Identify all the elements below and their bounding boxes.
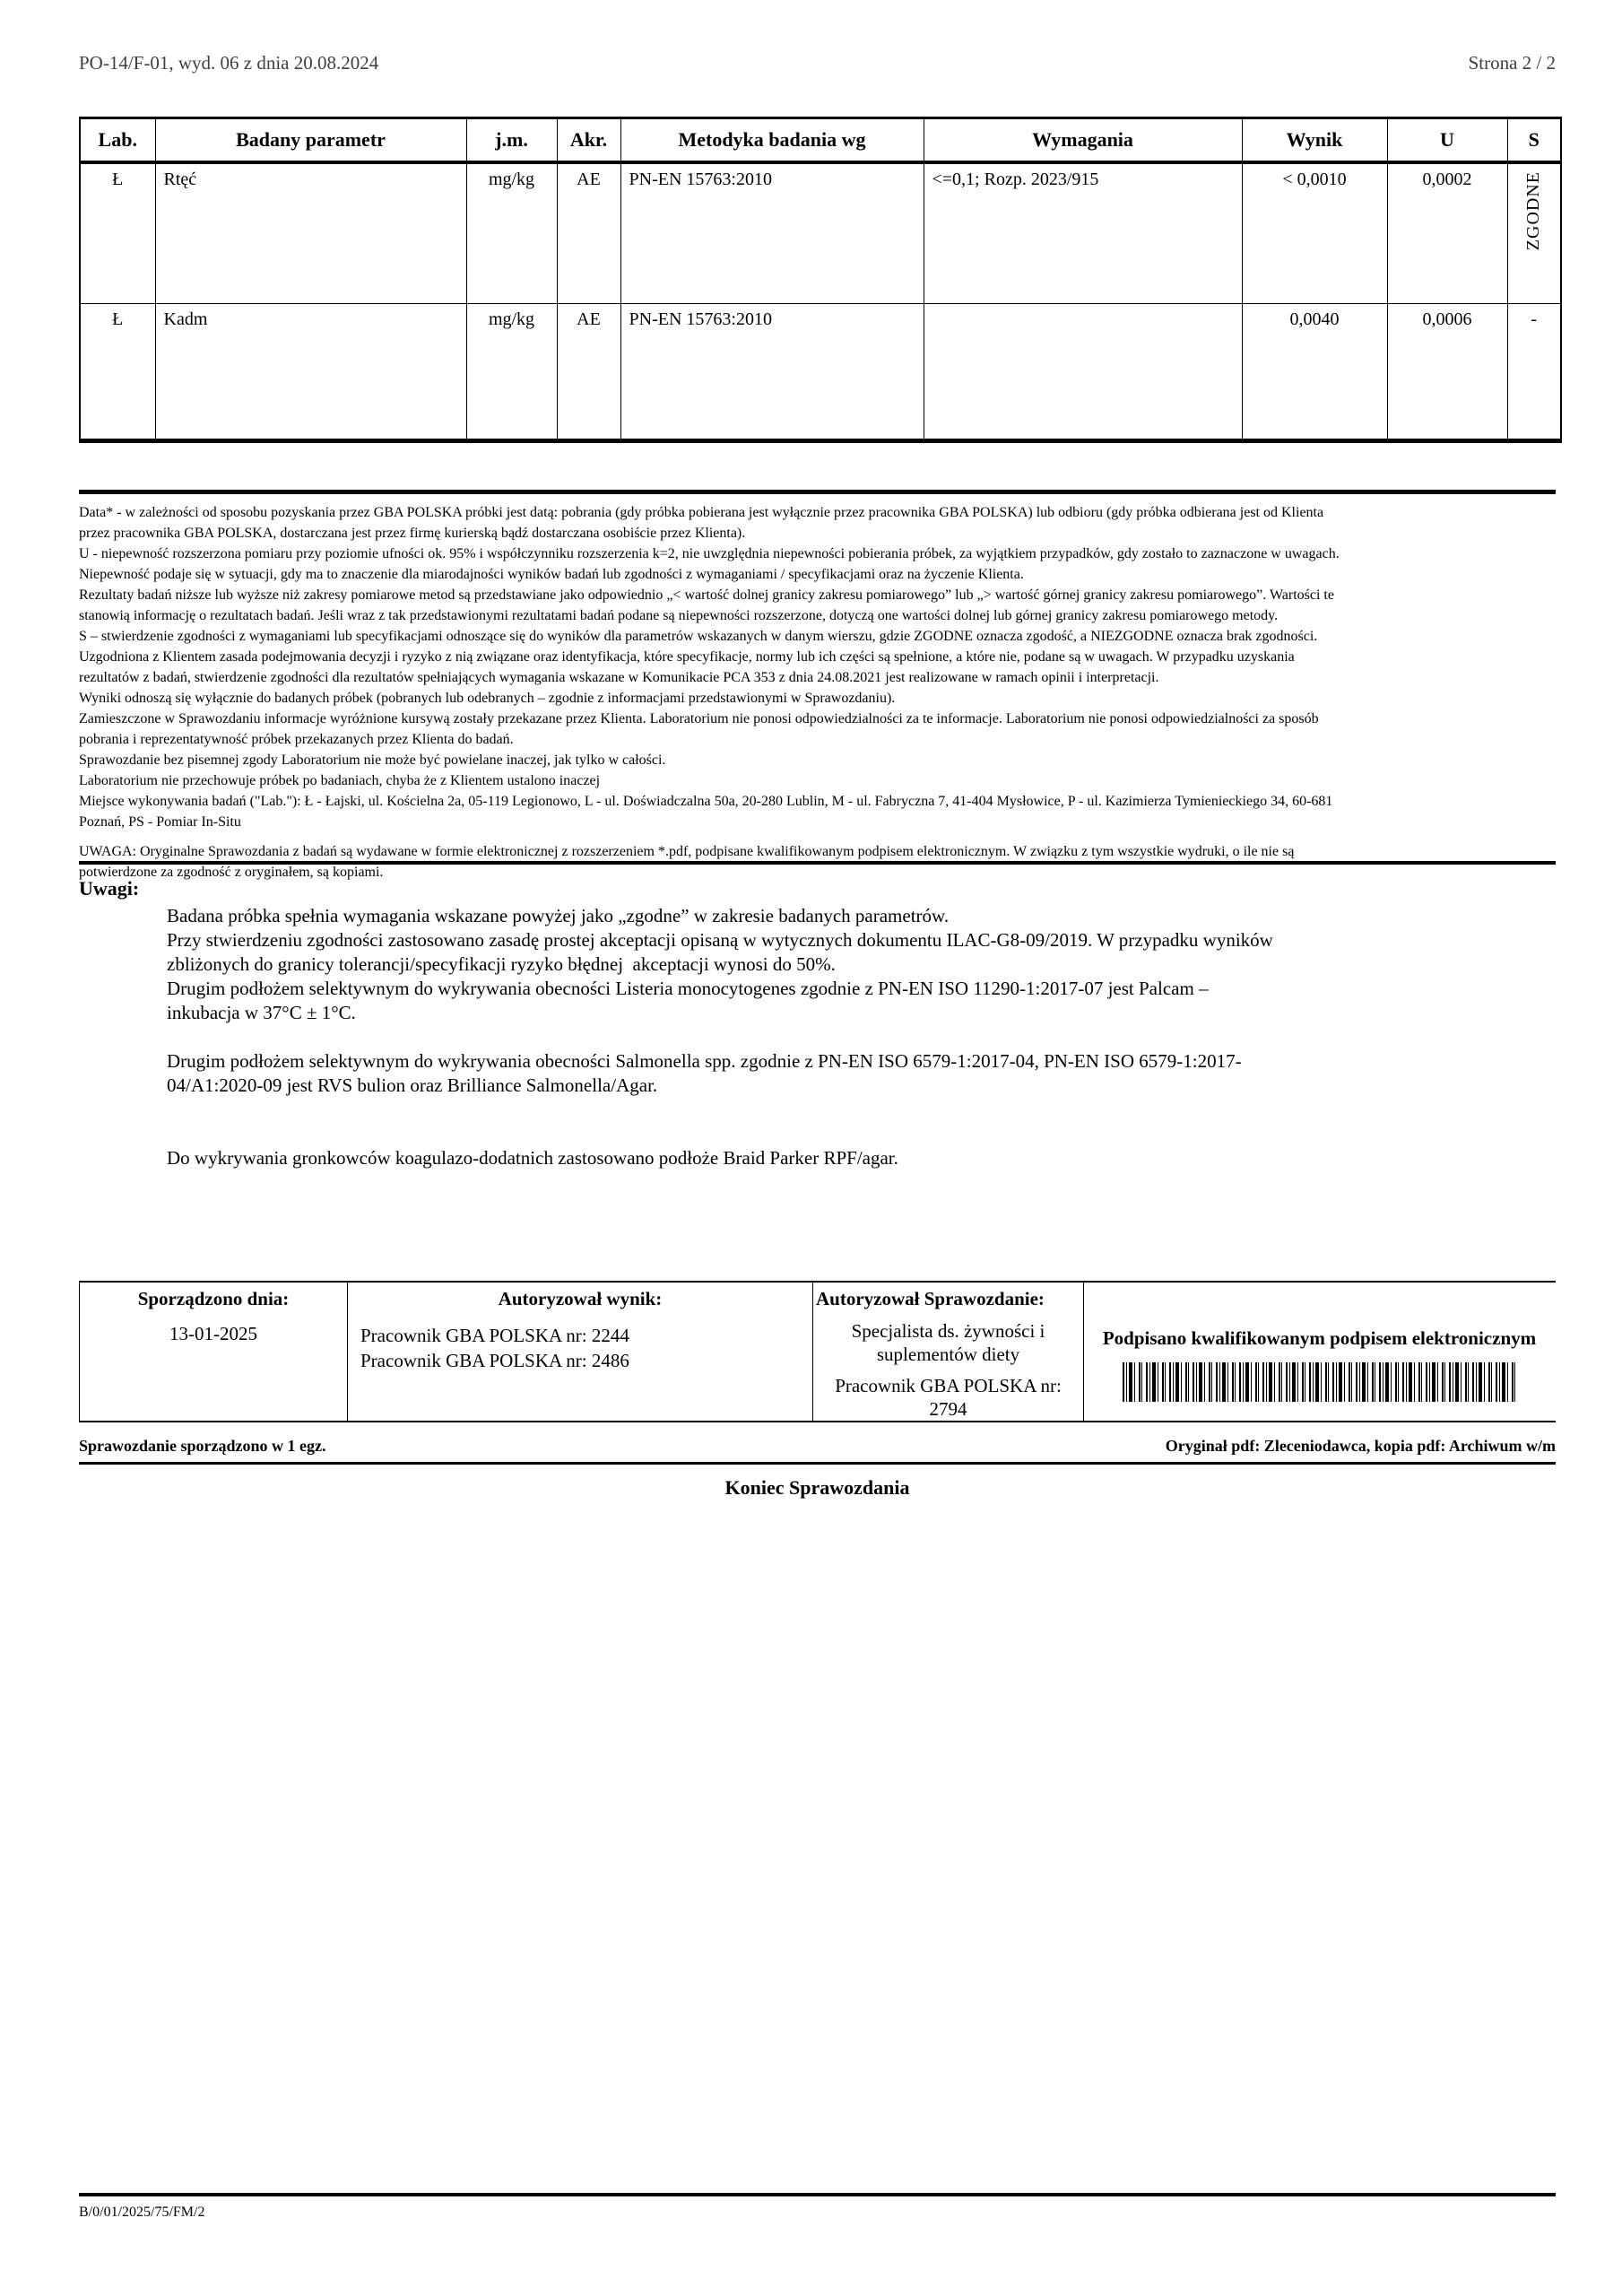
cell-parametr: Kadm (155, 304, 466, 441)
column-header-akr: Akr. (557, 118, 620, 163)
authorized-report-cell (813, 1283, 1084, 1421)
cell-akr: AE (557, 162, 620, 304)
authorized-result-worker-1: Pracownik GBA POLSKA nr: 2244 (360, 1325, 629, 1346)
remark-line: Przy stwierdzeniu zgodności zastosowano zasadę prostej akceptacji opisaną w wytycznych dokumentu ILAC-G8-09/2019. W przypadku wyników (167, 929, 1273, 951)
results-table (79, 117, 1562, 443)
cell-wynik: < 0,0010 (1242, 162, 1387, 304)
remark-line (167, 1098, 1556, 1122)
authorized-report-header: Autoryzował Sprawozdanie: (816, 1288, 1045, 1309)
results-header-row (80, 118, 1561, 163)
remark-line (167, 1122, 1556, 1146)
legal-note-line: Miejsce wykonywania badań ("Lab."): Ł - Łajski, ul. Kościelna 2a, 05-119 Legionowo, L - ul. Doświadczalna 50a, 20-280 Lublin, M - ul. Fabryczna 7, 41-404 Mysłowice, P - ul. Kazimierza Tymienieckiego 34, 60-681 (79, 794, 1333, 809)
legal-note-line: Zamieszczone w Sprawozdaniu informacje wyróżnione kursywą zostały przekazane przez Klienta. Laboratorium nie ponosi odpowiedzialności za te informacje. Laboratorium nie ponosi odpowiedzialności za sposób (79, 711, 1319, 726)
authorized-result-cell (348, 1283, 813, 1421)
cell-metodyka: PN-EN 15763:2010 (620, 304, 924, 441)
column-header-parametr: Badany parametr (155, 118, 466, 163)
spacer (79, 832, 1567, 841)
remark-line: Drugim podłożem selektywnym do wykrywania obecności Listeria monocytogenes zgodnie z PN-EN ISO 11290-1:2017-07 jest Palcam – (167, 978, 1209, 999)
legal-note-line: rezultatów z badań, stwierdzenie zgodności dla rezultatów spełniających wymagania wskazane w Komunikacie PCA 353 z dnia 24.08.2021 jest realizowane w ramach opinii i interpretacji. (79, 670, 1159, 685)
remark-line: Drugim podłożem selektywnym do wykrywania obecności Salmonella spp. zgodnie z PN-EN ISO 6579-1:2017-04, PN-EN ISO 6579-1:2017- (167, 1050, 1242, 1072)
column-header-metodyka: Metodyka badania wg (620, 118, 924, 163)
cell-u: 0,0006 (1387, 304, 1507, 441)
column-header-s: S (1507, 118, 1561, 163)
legal-note-line: Wyniki odnoszą się wyłącznie do badanych próbek (pobranych lub odebranych – zgodnie z informacjami przedstawionymi w Sprawozdaniu). (79, 691, 896, 706)
remark-line: zbliżonych do granicy tolerancji/specyfikacji ryzyko błędnej akceptacji wynosi do 50%. (167, 953, 836, 975)
cell-s: - (1507, 304, 1561, 441)
legal-note-line: Data* - w zależności od sposobu pozyskania przez GBA POLSKA próbki jest datą: pobrania (gdy próbka pobierana jest wyłącznie przez pracownika GBA POLSKA) lub odbioru (gdy próbka odbierana jest od Klienta (79, 505, 1324, 520)
column-header-u: U (1387, 118, 1507, 163)
legal-notes (79, 502, 1567, 883)
column-header-lab: Lab. (80, 118, 155, 163)
cell-akr: AE (557, 304, 620, 441)
cell-lab: Ł (80, 162, 155, 304)
legal-note-line: Rezultaty badań niższe lub wyższe niż zakresy pomiarowe metod są przedstawiane jako odpowiednio „< wartość dolnej granicy zakresu pomiarowego” lub „> wartość górnej granicy zakresu pomiarowego”. Wartości te (79, 587, 1334, 603)
authorized-result-header: Autoryzował wynik: (498, 1288, 663, 1309)
legal-note-line: Niepewność podaje się w sytuacji, gdy ma to znaczenie dla miarodajności wyników badań lub zgodności z wymaganiami / specyfikacjami oraz na życzenie Klienta. (79, 567, 1024, 582)
remark-line: Do wykrywania gronkowców koagulazo-dodatnich zastosowano podłoże Braid Parker RPF/agar. (167, 1147, 898, 1169)
cell-wymagania: <=0,1; Rozp. 2023/915 (924, 162, 1242, 304)
compliance-badge: ZGODNE (1523, 171, 1544, 251)
authorized-report-role-1: Specjalista ds. żywności i (851, 1320, 1045, 1342)
column-header-jm: j.m. (466, 118, 557, 163)
remark-line: 04/A1:2020-09 jest RVS bulion oraz Brilliance Salmonella/Agar. (167, 1074, 658, 1096)
prepared-on-date: 13-01-2025 (169, 1323, 257, 1344)
distribution-note: Oryginał pdf: Zleceniodawca, kopia pdf: Archiwum w/m (1165, 1437, 1556, 1455)
legal-note-line: Uzgodniona z Klientem zasada podejmowania decyzji i ryzyko z nią związane oraz identyfikacja, które specyfikacje, normy lub ich części są spełnione, a które nie, podane są w uwagach. W przypadku uzyskania (79, 649, 1295, 665)
cell-jm: mg/kg (466, 304, 557, 441)
signature-barcode (1123, 1362, 1517, 1402)
remark-line: inkubacja w 37°C ± 1°C. (167, 1002, 356, 1023)
separator-line (79, 490, 1556, 494)
legal-note-line: Sprawozdanie bez pisemnej zgody Laboratorium nie może być powielane inaczej, jak tylko w całości. (79, 752, 666, 768)
page-number: Strona 2 / 2 (1468, 52, 1556, 74)
cell-u: 0,0002 (1387, 162, 1507, 304)
uwaga-line: potwierdzone za zgodność z oryginałem, są kopiami. (79, 865, 384, 880)
remarks-heading: Uwagi: (79, 877, 140, 900)
authorized-report-role-2: suplementów diety (876, 1344, 1020, 1365)
cell-lab: Ł (80, 304, 155, 441)
legal-note-line: pobrania i reprezentatywność próbek przekazanych przez Klienta do badań. (79, 732, 514, 747)
table-row (80, 162, 1561, 304)
remarks-body (167, 904, 1556, 1170)
copies-note: Sprawozdanie sporządzono w 1 egz. (79, 1437, 326, 1455)
legal-note-line: Laboratorium nie przechowuje próbek po badaniach, chyba że z Klientem ustalono inaczej (79, 773, 601, 788)
electronic-signature-note: Podpisano kwalifikowanym podpisem elektronicznym (1102, 1327, 1537, 1349)
uwaga-line: UWAGA: Oryginalne Sprawozdania z badań są wydawane w formie elektronicznej z rozszerzeniem *.pdf, podpisane kwalifikowanym podpisem elektronicznym. W związku z tym wszystkie wydruki, o ile nie są (79, 844, 1295, 859)
compliance-badge-wrap (1508, 171, 1561, 250)
cell-parametr: Rtęć (155, 162, 466, 304)
signature-block (79, 1281, 1556, 1422)
legal-note-line: Poznań, PS - Pomiar In-Situ (79, 814, 241, 830)
form-reference: PO-14/F-01, wyd. 06 z dnia 20.08.2024 (79, 52, 379, 74)
document-reference: B/0/01/2025/75/FM/2 (79, 2205, 205, 2220)
column-header-wynik: Wynik (1242, 118, 1387, 163)
column-header-wymagania: Wymagania (924, 118, 1242, 163)
prepared-on-cell (80, 1283, 348, 1421)
remark-line (167, 1025, 1556, 1049)
legal-note-line: przez pracownika GBA POLSKA, dostarczana jest przez firmę kurierską bądź dostarczana osobiście przez Klienta). (79, 526, 746, 541)
end-of-report: Koniec Sprawozdania (724, 1476, 910, 1499)
prepared-on-header: Sporządzono dnia: (137, 1288, 290, 1309)
legal-note-line: U - niepewność rozszerzona pomiaru przy poziomie ufności ok. 95% i współczynniku rozszerzenia k=2, nie uwzględnia niepewności pobierania próbek, za wyjątkiem przypadków, gdy zostało to zaznaczone w uwagach. (79, 546, 1340, 561)
cell-metodyka: PN-EN 15763:2010 (620, 162, 924, 304)
authorized-report-worker-2: 2794 (929, 1398, 967, 1420)
table-row (80, 304, 1561, 441)
authorized-report-worker-1: Pracownik GBA POLSKA nr: (835, 1375, 1062, 1396)
cell-jm: mg/kg (466, 162, 557, 304)
cell-wynik: 0,0040 (1242, 304, 1387, 441)
separator-line (79, 861, 1556, 865)
electronic-signature-cell (1084, 1283, 1555, 1421)
legal-note-line: S – stwierdzenie zgodności z wymaganiami lub specyfikacjami odnoszące się do wyników dla parametrów wskazanych w danym wierszu, gdzie ZGODNE oznacza zgodość, a NIEZGODNE oznacza brak zgodności. (79, 629, 1318, 644)
footer-line (79, 2193, 1556, 2196)
legal-note-line: stanowią informację o rezultatach badań. Jeśli wraz z tak przedstawionymi rezultatami badań podane są niepewności rozszerzone, dotyczą one wartości dolnej lub górnej granicy zakresu pomiarowego metody. (79, 608, 1279, 623)
remark-line: Badana próbka spełnia wymagania wskazane powyżej jako „zgodne” w zakresie badanych parametrów. (167, 905, 950, 926)
separator-line (79, 1462, 1556, 1465)
cell-s (1507, 162, 1561, 304)
cell-wymagania (924, 304, 1242, 441)
authorized-result-worker-2: Pracownik GBA POLSKA nr: 2486 (360, 1350, 629, 1371)
